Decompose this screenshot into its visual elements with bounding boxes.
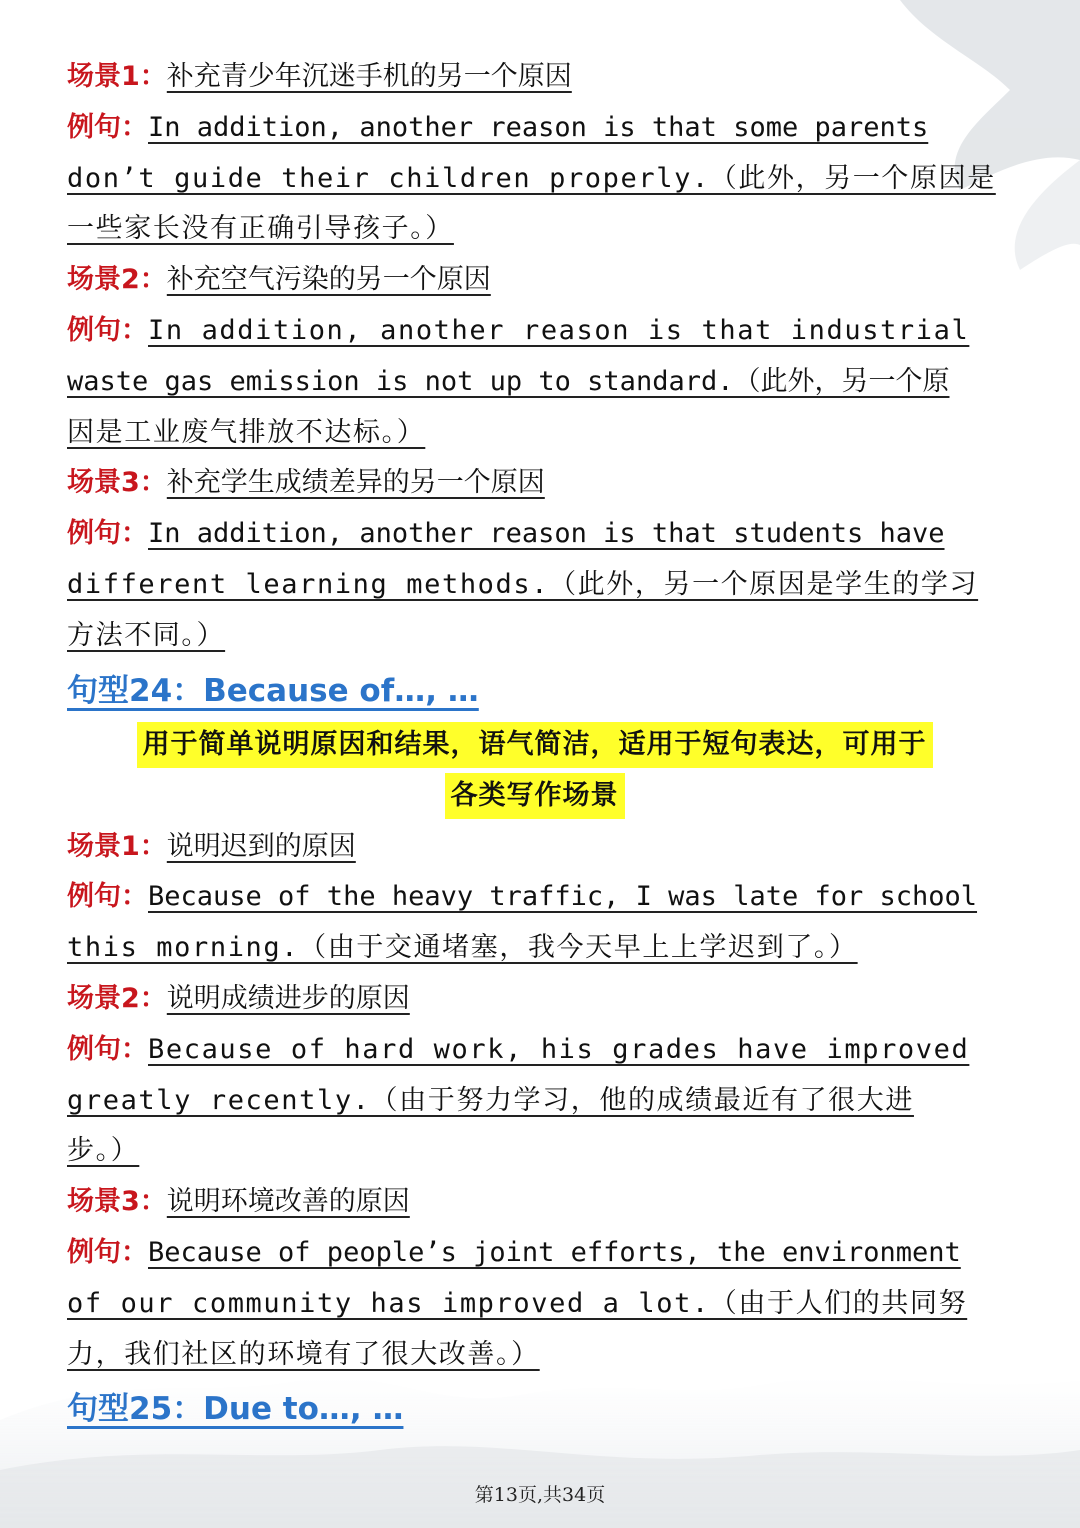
example-sentence: In addition, another reason is that students have [148, 518, 945, 550]
example-continuation [67, 1330, 1002, 1381]
scene-description: 补充空气污染的另一个原因 [166, 264, 491, 296]
usage-note [67, 771, 1002, 822]
usage-note [67, 720, 1002, 771]
example-continuation [67, 154, 1002, 205]
example-sentence: this morning.（由于交通堵塞，我今天早上上学迟到了。） [67, 932, 858, 964]
example-sentence: In addition, another reason is that some parents [148, 111, 929, 143]
example-continuation [67, 357, 1002, 408]
scene-label: 场景1： [67, 830, 167, 862]
example-continuation [67, 204, 1002, 255]
scene-line [67, 52, 1002, 103]
scene-line [67, 1177, 1002, 1228]
example-continuation [67, 1076, 1002, 1127]
scene-description: 补充青少年沉迷手机的另一个原因 [166, 61, 572, 92]
example-sentence: Because of hard work, his grades have improved [148, 1033, 970, 1065]
example-sentence: 力，我们社区的环境有了很大改善。） [67, 1338, 540, 1370]
scene-label: 场景3： [67, 1186, 167, 1218]
example-sentence: 方法不同。） [67, 619, 226, 651]
scene-line [67, 974, 1002, 1025]
example-label: 例句： [67, 1236, 148, 1268]
example-sentence: different learning methods.（此外，另一个原因是学生的学习 [67, 568, 979, 600]
page-number: 第13页,共34页 [474, 1484, 606, 1506]
document-body [67, 52, 1002, 1438]
example-continuation [67, 408, 1002, 459]
scene-label: 场景2： [67, 982, 167, 1014]
example-sentence: 因是工业废气排放不达标。） [67, 416, 426, 448]
example-label: 例句： [67, 314, 148, 346]
scene-line [67, 255, 1002, 306]
example-sentence: Because of the heavy traffic, I was late for school [148, 881, 978, 913]
example-label: 例句： [67, 111, 148, 143]
scene-line [67, 458, 1002, 509]
example-sentence: don’t guide their children properly.（此外，另一个原因是 [67, 162, 996, 194]
example-label: 例句： [67, 1033, 148, 1065]
example-sentence: waste gas emission is not up to standard.（此外，另一个原 [67, 365, 950, 397]
example-line [67, 1025, 1002, 1076]
example-line [67, 103, 1002, 154]
scene-label: 场景1： [67, 61, 167, 92]
example-sentence: Because of people’s joint efforts, the environment [148, 1236, 961, 1268]
example-continuation [67, 611, 1002, 662]
scene-description: 说明环境改善的原因 [166, 1186, 410, 1218]
example-line [67, 306, 1002, 357]
example-sentence: 一些家长没有正确引导孩子。） [67, 213, 454, 245]
usage-note-text: 各类写作场景 [445, 773, 625, 819]
example-continuation [67, 923, 1002, 974]
sentence-pattern-heading: 句型25：Due to…, … [67, 1391, 404, 1428]
scene-description: 说明成绩进步的原因 [166, 982, 410, 1014]
example-sentence: 步。） [67, 1135, 140, 1167]
scene-label: 场景3： [67, 467, 167, 499]
example-line [67, 872, 1002, 923]
scene-line [67, 822, 1002, 873]
example-line [67, 509, 1002, 560]
scene-description: 补充学生成绩差异的另一个原因 [166, 467, 545, 499]
example-label: 例句： [67, 881, 148, 913]
example-continuation [67, 560, 1002, 611]
example-continuation [67, 1126, 1002, 1177]
example-continuation [67, 1279, 1002, 1330]
example-sentence: In addition, another reason is that industrial [148, 314, 970, 346]
example-sentence: greatly recently.（由于努力学习，他的成绩最近有了很大进 [67, 1084, 914, 1116]
example-sentence: of our community has improved a lot.（由于人们的共同努 [67, 1287, 968, 1319]
example-line [67, 1228, 1002, 1279]
example-label: 例句： [67, 518, 148, 550]
sentence-pattern-heading: 句型24：Because of…, … [67, 672, 479, 709]
scene-label: 场景2： [67, 264, 167, 296]
scene-description: 说明迟到的原因 [166, 830, 356, 862]
usage-note-text: 用于简单说明原因和结果，语气简洁，适用于短句表达，可用于 [137, 722, 933, 768]
